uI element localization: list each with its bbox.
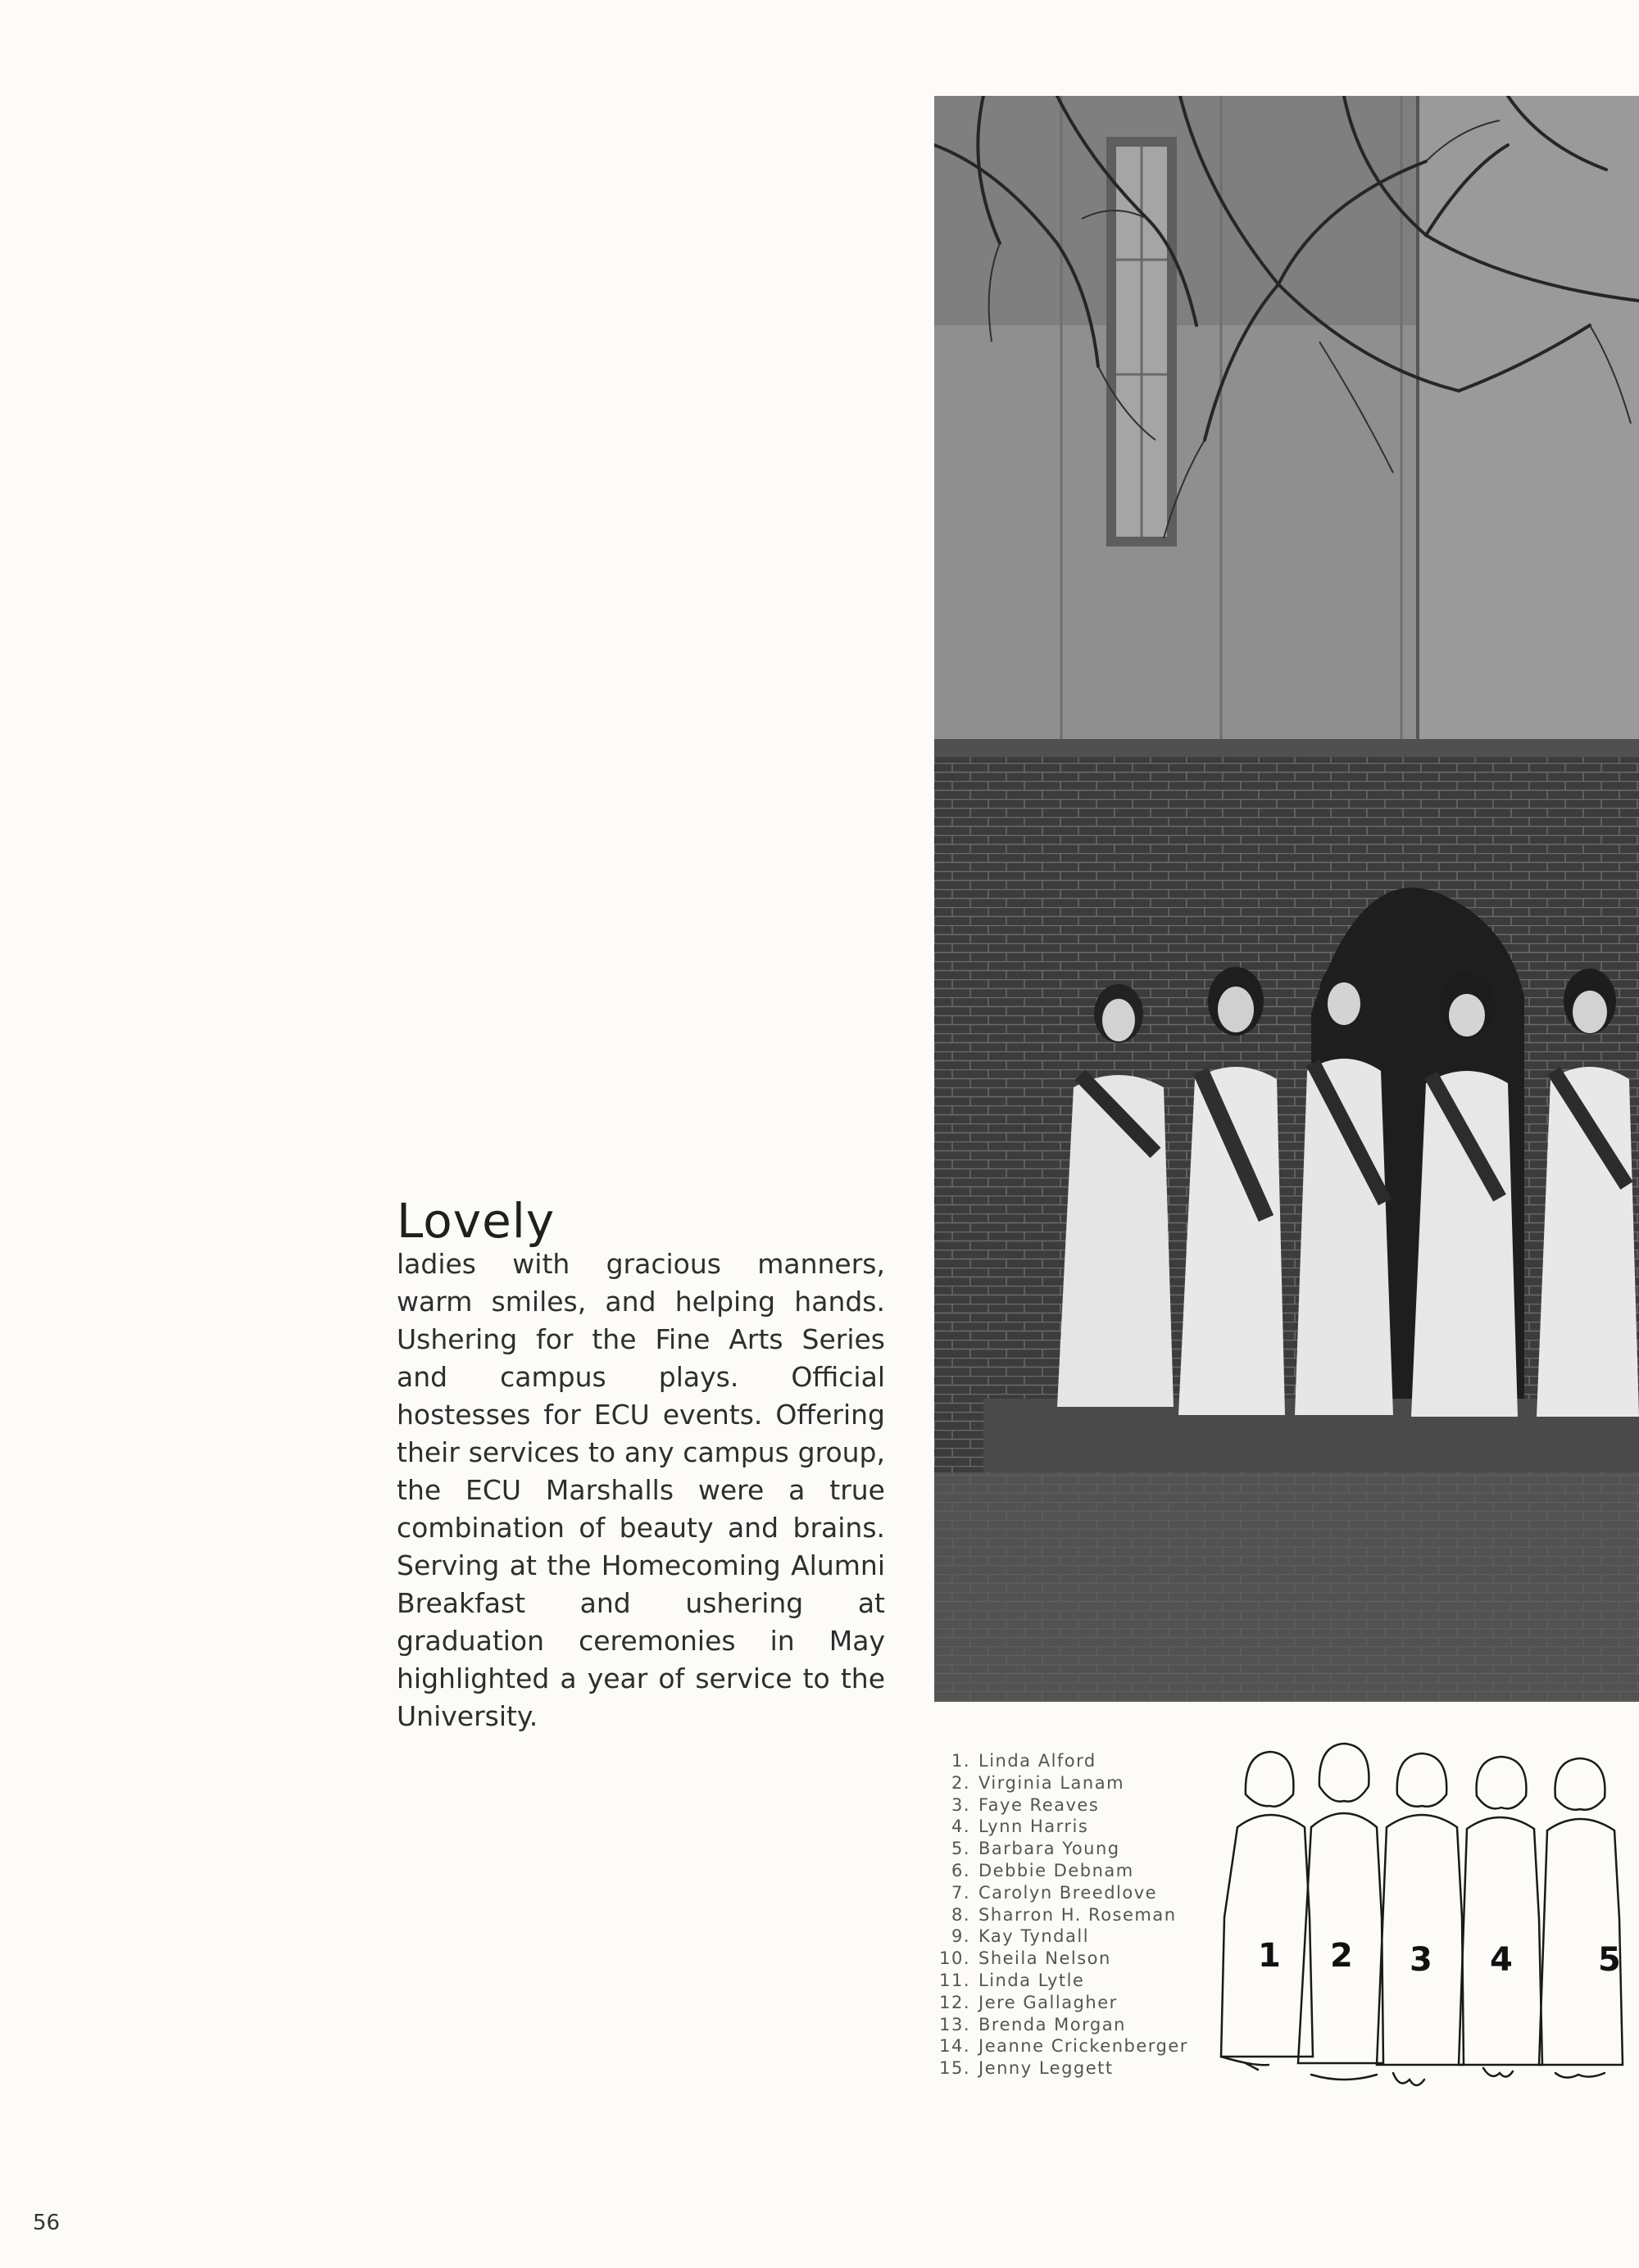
legend-number: 11. xyxy=(939,1970,970,1990)
legend-item xyxy=(933,1794,1188,1817)
legend-number: 2. xyxy=(951,1772,970,1793)
legend-number: 4. xyxy=(951,1817,970,1837)
legend-item xyxy=(933,1926,1188,1948)
key-number: 1 xyxy=(1258,1937,1281,1975)
legend-number: 12. xyxy=(939,1992,970,2012)
legend-name: Carolyn Breedlove xyxy=(978,1882,1158,1903)
photo-legend xyxy=(933,1750,1188,2080)
key-number: 2 xyxy=(1330,1937,1353,1975)
legend-name: Jenny Leggett xyxy=(978,2058,1114,2079)
legend-name: Brenda Morgan xyxy=(978,2014,1126,2034)
legend-item xyxy=(933,1838,1188,1860)
group-photo xyxy=(934,96,1639,1702)
legend-item xyxy=(933,1904,1188,1926)
legend-item xyxy=(933,1992,1188,2014)
legend-name: Barbara Young xyxy=(978,1839,1120,1859)
legend-number: 5. xyxy=(951,1839,970,1859)
legend-number: 6. xyxy=(951,1860,970,1880)
legend-name: Faye Reaves xyxy=(978,1794,1100,1815)
legend-number: 7. xyxy=(951,1882,970,1903)
article-heading: Lovely xyxy=(397,1193,556,1249)
legend-name: Debbie Debnam xyxy=(978,1860,1134,1880)
legend-number: 8. xyxy=(951,1904,970,1925)
legend-item xyxy=(933,2014,1188,2036)
key-number: 5 xyxy=(1598,1941,1621,1979)
legend-item xyxy=(933,1970,1188,1992)
legend-item xyxy=(933,1882,1188,1904)
legend-name: Lynn Harris xyxy=(978,1817,1089,1837)
legend-item xyxy=(933,1772,1188,1794)
legend-item xyxy=(933,2057,1188,2080)
key-number: 3 xyxy=(1410,1941,1432,1979)
legend-item xyxy=(933,1860,1188,1882)
legend-number: 1. xyxy=(951,1751,970,1771)
legend-number: 9. xyxy=(951,1926,970,1947)
legend-name: Jeanne Crickenberger xyxy=(978,2036,1188,2057)
article-body: ladies with gracious manners, warm smiles, and helping hands. Ushering for the Fine Arts Series and campus plays. Official hostesses for ECU events. Offering their services to any campus group, the ECU Marshalls were a true combination of beauty and brains. Serving at the Homecoming Alumni Breakfast and ushering at graduation ceremonies in May highlighted a year of service to the University. xyxy=(397,1248,885,1732)
legend-number: 14. xyxy=(939,2036,970,2057)
legend-number: 3. xyxy=(951,1794,970,1815)
legend-key-drawing xyxy=(1213,1737,1639,2098)
legend-number: 13. xyxy=(939,2014,970,2034)
legend-name: Virginia Lanam xyxy=(978,1772,1125,1793)
legend-name: Sheila Nelson xyxy=(978,1948,1111,1969)
legend-name: Sharron H. Roseman xyxy=(978,1904,1177,1925)
legend-item xyxy=(933,1948,1188,1970)
legend-number: 15. xyxy=(939,2058,970,2079)
legend-item xyxy=(933,2035,1188,2057)
legend-name: Jere Gallagher xyxy=(978,1992,1118,2012)
legend-item xyxy=(933,1750,1188,1772)
legend-name: Kay Tyndall xyxy=(978,1926,1090,1947)
legend-name: Linda Alford xyxy=(978,1751,1096,1771)
page-number: 56 xyxy=(33,2211,61,2235)
legend-item xyxy=(933,1816,1188,1838)
legend-name: Linda Lytle xyxy=(978,1970,1085,1990)
key-number: 4 xyxy=(1490,1941,1513,1979)
legend-number: 10. xyxy=(939,1948,970,1969)
